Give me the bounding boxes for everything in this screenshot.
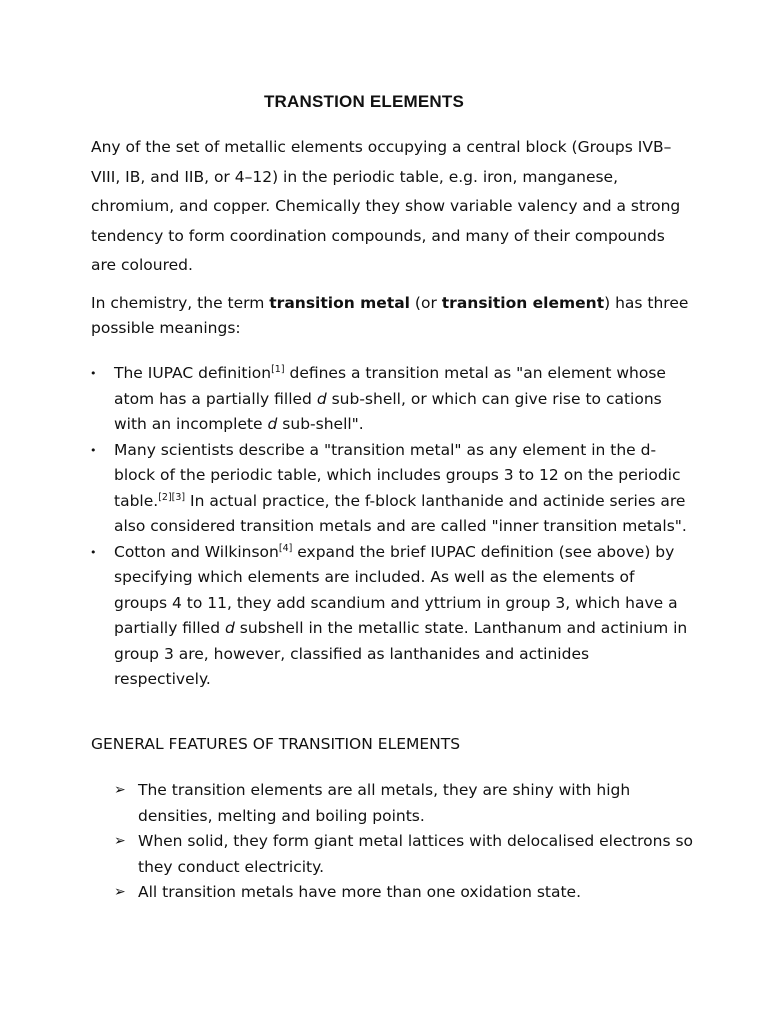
bullet-icon: •	[90, 367, 97, 380]
bullet-text: expand the brief IUPAC definition (see above) by specifying which elements are included. As well as the elements of groups 4 to 11, they add scandium and yttrium in group 3, which have a partially filled	[114, 542, 678, 637]
feature-text: The transition elements are all metals, they are shiny with high densities, melting and boiling points.	[138, 781, 631, 825]
bullet-text: Many scientists describe a "transition metal" as any element in the d-block of the periodic table, which includes groups 3 to 12 on the periodic table.	[114, 440, 681, 510]
bullet-text: The IUPAC definition	[114, 364, 272, 382]
meanings-suffix: ) has three possible meanings:	[91, 294, 689, 337]
bullet-text: sub-shell, or which can give rise to cations with an incomplete	[114, 389, 662, 433]
term-transition-metal: transition metal	[269, 294, 410, 312]
meanings-paragraph	[91, 291, 691, 341]
features-list	[114, 778, 698, 906]
feature-item	[114, 778, 698, 829]
list-item-iupac	[90, 361, 689, 438]
section-heading: GENERAL FEATURES OF TRANSITION ELEMENTS	[91, 735, 461, 753]
reference-link[interactable]: [4]	[278, 542, 293, 554]
bullet-text: defines a transition metal as "an element whose atom has a partially filled	[114, 364, 666, 408]
definitions-list	[90, 361, 689, 693]
arrow-bullet-icon: ➢	[114, 782, 126, 798]
list-item-cotton-wilkinson	[90, 540, 689, 693]
bullet-icon: •	[90, 545, 97, 559]
bullet-text: Cotton and Wilkinson	[114, 542, 279, 561]
meanings-prefix: In chemistry, the term	[91, 294, 270, 312]
list-item-dblock	[90, 438, 689, 540]
feature-text: All transition metals have more than one oxidation state.	[138, 883, 582, 901]
bullet-icon: •	[90, 443, 97, 457]
italic-d: d	[267, 415, 278, 433]
reference-link[interactable]: [1]	[271, 364, 285, 375]
reference-link[interactable]: [2][3]	[158, 491, 186, 503]
arrow-bullet-icon: ➢	[114, 884, 126, 900]
intro-paragraph: Any of the set of metallic elements occupying a central block (Groups IVB–VIII, IB, and IIB, or 4–12) in the periodic table, e.g. iron, manganese, chromium, and copper. Chemically they show variable valency and a strong tendency to form coordination compounds, and many of their compounds are coloured.	[91, 138, 681, 274]
italic-d: d	[316, 389, 327, 408]
meanings-mid: (or	[410, 294, 442, 312]
feature-text: When solid, they form giant metal lattices with delocalised electrons so they conduct electricity.	[138, 832, 694, 876]
arrow-bullet-icon: ➢	[114, 833, 126, 849]
bullet-text: subshell in the metallic state. Lanthanum and actinium in group 3 are, however, classified as lanthanides and actinides respectively.	[114, 619, 688, 688]
italic-d: d	[224, 619, 235, 637]
document-title: TRANSTION ELEMENTS	[263, 92, 465, 111]
bullet-text: In actual practice, the f-block lanthanide and actinide series are also considered transition metals and are called "inner transition metals".	[114, 491, 687, 535]
term-transition-element: transition element	[441, 294, 605, 312]
feature-item	[114, 880, 698, 906]
feature-item	[114, 829, 698, 880]
bullet-text: sub-shell".	[277, 415, 364, 433]
